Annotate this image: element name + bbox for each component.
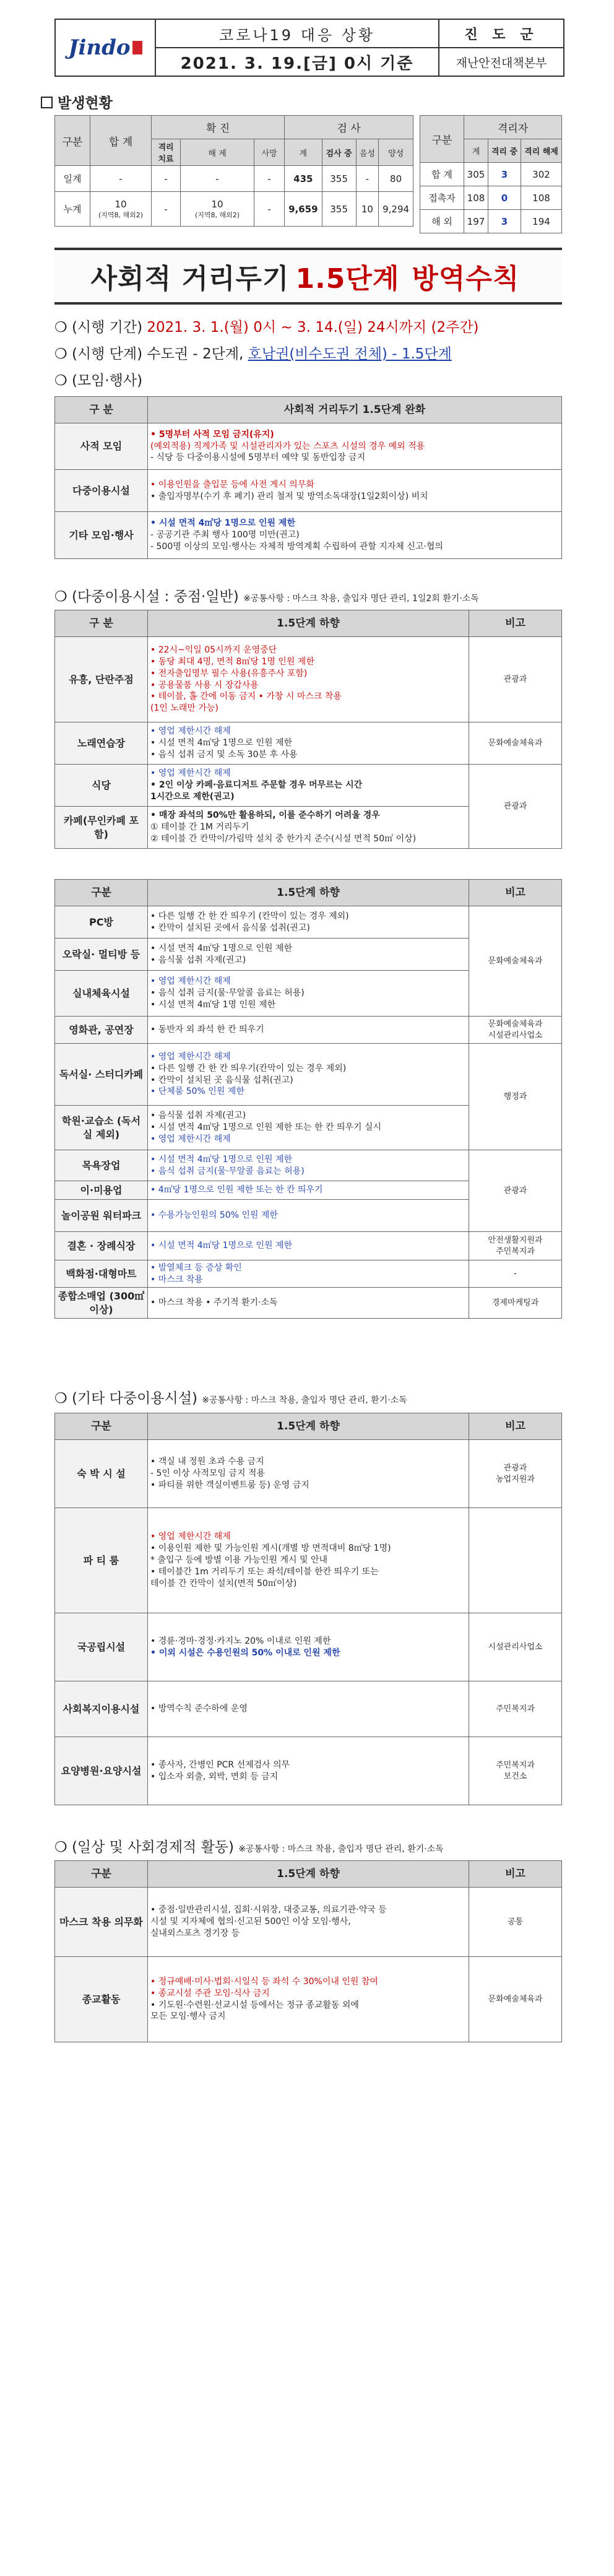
col-header: 구 분 [55,610,148,637]
stage-value-capital: 수도권 - 2단계, [147,346,244,362]
row-note: 주민복지과 [469,1681,562,1737]
row-note: 주민복지과 보건소 [469,1737,562,1805]
line: 1시간으로 제한(권고) [150,791,235,802]
cum-release-note: (지역8, 해외2) [194,210,240,219]
daily-note: ※공통사항 : 마스크 착용, 출입자 명단 관리, 환기·소독 [238,1844,444,1854]
line: • 매장 좌석의 50%만 활용하되, 이를 준수하기 어려울 경우 [150,810,380,821]
banner-suffix: 방역수칙 [412,263,520,295]
line: • 이외 시설은 수용인원의 50% 이내로 인원 제한 [150,1647,340,1658]
table-row [55,906,562,939]
col-negative: 음성 [356,139,379,166]
cell: 355 [322,166,356,192]
line: - 식당 등 다중이용시설에 5명부터 예약 및 동반입장 금지 [150,453,366,463]
row-label: 누계 [55,192,90,227]
line: • 영업 제한시간 해제 [150,1134,231,1144]
col-header: 비고 [469,880,562,906]
col-gubun: 구분 [420,116,464,163]
cell: 0 [488,186,521,210]
row-content [148,1232,469,1260]
row-note: 관광과 농업지원과 [469,1440,562,1508]
col-header: 1.5단계 하향 [148,610,469,637]
cell: - [152,166,181,192]
col-test-sum: 계 [285,139,322,166]
row-note: 문화예술체육과 [469,906,562,1017]
banner-level: 1.5단계 [295,263,400,295]
cell: 197 [464,210,488,233]
line: • 종사자, 간병인 PCR 선제검사 의무 [150,1759,290,1770]
cell [90,192,152,227]
daily-table [54,1860,562,2042]
line: • 마스크 착용 • 주기적 환기·소독 [150,1298,278,1308]
row-note: 안전생활지원과 주민복지과 [469,1232,562,1260]
row-label: 다중이용시설 [55,470,148,512]
line: * 출입구 등에 방별 이용 가능인원 게시 및 안내 [150,1555,328,1566]
row-content [148,1681,469,1737]
table-row [55,192,413,227]
line: • 테이블간 1m 거리두기 또는 좌석/테이블 한칸 띄우기 또는 [150,1566,379,1577]
gathering-table [54,396,562,559]
line: • 단체룸 50% 인원 제한 [150,1086,244,1097]
col-test: 검 사 [285,116,413,139]
col-death: 사망 [254,139,285,166]
row-content [148,765,469,807]
row-content [148,906,469,939]
row-note: - [469,1260,562,1288]
row-label: 사적 모임 [55,423,148,470]
square-bullet-icon [41,97,53,108]
row-label: 유흥, 단란주점 [55,637,148,722]
row-label: 숙 박 시 설 [55,1440,148,1508]
table-row [55,470,562,512]
table-row [55,1681,562,1737]
col-header: 1.5단계 하향 [148,880,469,906]
cell: 9,659 [285,192,322,227]
gathering-label: (모임·행사) [71,373,143,389]
row-label: 파 티 룸 [55,1508,148,1613]
col-release: 해 제 [181,139,254,166]
table-row [420,186,562,210]
line: • 시설 면적 4㎡당 1명으로 인원 제한 [150,943,293,953]
row-note [469,1508,562,1613]
period-line: ❍ (시행 기간) 2021. 3. 1.(월) 0시 ~ 3. 14.(일) 24시까지 (2주간) [54,319,479,336]
col-header: 구 분 [55,397,148,423]
line: • 시설 면적 4㎡당 1명 인원 제한 [150,999,276,1010]
col-positive: 양성 [379,139,413,166]
report-date: 2021. 3. 19.[금] 0시 기준 [180,54,414,73]
col-quarantine: 격리자 [464,116,562,139]
col-header: 1.5단계 하향 [148,1861,469,1888]
stage-label: (시행 단계) [71,346,143,362]
line: • 객실 내 정원 초과 수용 금지 [150,1457,264,1467]
line: - 500명 이상의 모임·행사는 자체적 방역계획 수립하여 관할 지자체 신고·협의 [150,541,443,552]
row-content [148,1888,469,1957]
row-label: 독서실· 스터디카페 [55,1044,148,1106]
col-header: 사회적 거리두기 1.5단계 완화 [148,397,562,423]
row-label: 종교활동 [55,1957,148,2042]
line: • 시설 면적 4㎡당 1명으로 인원 제한 [150,1154,293,1164]
line: • 방역수칙 준수하에 운영 [150,1704,248,1714]
table-row [420,163,562,186]
multi-label: (다중이용시설 : 중점·일반) [71,589,239,605]
line: • 발열체크 등 증상 확인 [150,1262,242,1273]
line: • 테이블, 홀 간에 이동 금지 • 가창 시 마스크 착용 [150,692,342,702]
col-q-current: 격리 중 [488,139,521,163]
line: • 5명부터 사적 모임 금지(유지) [150,429,274,440]
table-row [55,722,562,765]
multi-heading: ❍ (다중이용시설 : 중점·일반) ※공통사항 : 마스크 착용, 출입자 명단 관리, 1일2회 환기·소독 [54,589,479,605]
line: • 정규예배·미사·법회·시일식 등 좌석 수 30%이내 인원 참여 [150,1976,378,1987]
logo-mark-icon [132,41,142,54]
line: • 4㎡당 1명으로 인원 제한 또는 한 칸 띄우기 [150,1185,323,1195]
row-note: 관광과 [469,1150,562,1232]
row-content [148,470,562,512]
line: • 마스크 착용 [150,1274,203,1285]
col-header: 구분 [55,880,148,906]
cell: - [90,166,152,192]
col-confirmed: 확 진 [152,116,285,139]
org-name: 진 도 군 [439,20,563,48]
col-header: 비고 [469,1413,562,1440]
line: • 다른 일행 간 한 칸 띄우기 (칸막이 있는 경우 제외) [150,911,349,921]
row-label: 해 외 [420,210,464,233]
row-label: 이·미용업 [55,1181,148,1200]
line: • 파티를 위한 객실이벤트룸 등) 운영 금지 [150,1480,309,1490]
cell: 108 [521,186,561,210]
row-label: 마스크 착용 의무화 [55,1888,148,1957]
line: • 영업 제한시간 해제 [150,726,231,737]
table-row [55,1440,562,1508]
banner-text: 사회적 거리두기 [90,263,290,295]
line: • 시설 면적 4㎡당 1명으로 인원 제한 [150,518,295,529]
row-content [148,1288,469,1319]
line: • 이용인원을 출입문 등에 사전 게시 의무화 [150,479,314,490]
line: • 영업 제한시간 해제 [150,976,231,987]
cell: 108 [464,186,488,210]
row-note: 관광과 [469,637,562,722]
row-label: 카페(무인카페 포함) [55,807,148,849]
cum-total: 10 [115,198,127,210]
line: • 음식물 섭취 자제(권고) [150,955,246,965]
table-row [55,423,562,470]
stage-value-honam: 호남권(비수도권 전체) - 1.5단계 [248,346,452,362]
cell: - [254,166,285,192]
row-label: 접촉자 [420,186,464,210]
col-header: 비고 [469,1861,562,1888]
row-label: 식당 [55,765,148,807]
row-label: 결혼 · 장례식장 [55,1232,148,1260]
other-heading: ❍ (기타 다중이용시설) ※공통사항 : 마스크 착용, 출입자 명단 관리, 환기·소독 [54,1390,407,1407]
row-content [148,1181,469,1200]
line: • 영업 제한시간 해제 [150,768,231,779]
cell: 3 [488,210,521,233]
col-q-sum: 계 [464,139,488,163]
cell: - [181,166,254,192]
row-note: 문화예술체육과 시설관리사업소 [469,1017,562,1044]
table-row [55,637,562,722]
policy-banner [54,248,562,305]
report-header [54,19,564,77]
col-testing: 검사 중 [322,139,356,166]
row-label: PC방 [55,906,148,939]
cell: - [254,192,285,227]
line: • 시설 면적 4㎡당 1명으로 인원 제한 또는 한 칸 띄우기 실시 [150,1122,382,1133]
row-content [148,1044,469,1106]
cell: 355 [322,192,356,227]
row-note: 행정과 [469,1044,562,1150]
row-label: 노래연습장 [55,722,148,765]
line: • 공용물품 사용 시 장갑사용 [150,680,259,690]
row-content [148,971,469,1017]
row-content [148,423,562,470]
col-q-release: 격리 해제 [521,139,561,163]
row-label: 사회복지이용시설 [55,1681,148,1737]
table-row [55,1044,562,1106]
row-label: 기타 모임·행사 [55,512,148,559]
row-content [148,1508,469,1613]
row-label: 백화점·대형마트 [55,1260,148,1288]
col-isolation: 격리 치료 [152,139,181,166]
row-content [148,1150,469,1181]
row-label: 요양병원·요양시설 [55,1737,148,1805]
line: • 입소자 외출, 외박, 면회 등 금지 [150,1771,279,1782]
line: 실내외스포츠 경기장 등 [150,1928,240,1938]
row-content [148,1017,469,1044]
daily-label: (일상 및 사회경제적 활동) [71,1839,234,1855]
other-table [54,1413,562,1805]
line: • 음식 섭취 금지(물·무알콜 음료는 허용) [150,988,305,999]
row-content [148,1440,469,1508]
row-content [148,1260,469,1288]
row-content [148,939,469,971]
line: • 영업 제한시간 해제 [150,1532,231,1542]
line: 테이블 간 칸막이 설치(면적 50㎡이상) [150,1578,297,1589]
line: 모든 모임·행사 금지 [150,2011,226,2022]
row-content [148,722,469,765]
line: • 음식 섭취 금지 및 소독 30분 후 사용 [150,749,298,760]
cum-release: 10 [211,198,223,210]
table-row [55,1737,562,1805]
row-label: 일계 [55,166,90,192]
line: • 음식 섭취 금지(물·무알콜 음료는 허용) [150,1166,305,1176]
logo-text: Jindo [68,35,131,60]
line: • 종교시설 주관 모임·식사 금지 [150,1988,270,1998]
table-row [55,1508,562,1613]
table-row [55,1017,562,1044]
cell: 80 [379,166,413,192]
row-label: 국공립시설 [55,1613,148,1681]
table-row [55,1260,562,1288]
col-gubun: 구분 [55,116,90,166]
row-content [148,637,469,722]
line: • 기도원·수련원·선교시설 등에서는 정규 종교활동 외에 [150,2000,359,2010]
line: • 22시~익일 05시까지 운영중단 [150,644,277,655]
jindo-logo [56,20,156,76]
line: (1인 노래만 가능) [150,703,218,714]
line: • 동당 최대 4명, 면적 8㎡당 1명 인원 제한 [150,656,314,667]
row-content [148,807,469,849]
cell: 194 [521,210,561,233]
other-note: ※공통사항 : 마스크 착용, 출입자 명단 관리, 환기·소독 [202,1395,407,1405]
line: • 이용인원 제한 및 가능인원 게시(개별 방 면적대비 8㎡당 1명) [150,1543,391,1554]
line: • 칸막이 설치된 곳에서 음식물 섭취(권고) [150,922,310,933]
multi-table [54,610,562,849]
report-title: 코로나19 대응 상황 [156,20,438,48]
line: • 시설 면적 4㎡당 1명으로 인원 제한 [150,1241,293,1251]
row-content [148,1106,469,1150]
col-header: 1.5단계 하향 [148,1413,469,1440]
period-label: (시행 기간) [71,319,143,336]
table-row [55,1232,562,1260]
row-label: 실내체육시설 [55,971,148,1017]
row-note: 시설관리사업소 [469,1613,562,1681]
table-row [55,1288,562,1319]
row-label: 종합소매업 (300㎡ 이상) [55,1288,148,1319]
row-label: 영화관, 공연장 [55,1017,148,1044]
line: - 공공기관 주최 행사 100명 미만(권고) [150,530,300,540]
line: ② 테이블 간 칸막이/가림막 설치 중 한가지 준수(시설 면적 50㎡ 이상) [150,833,417,844]
row-label: 목욕장업 [55,1150,148,1181]
table-row [55,765,562,807]
line: • 영업 제한시간 해제 [150,1051,231,1062]
row-note: 문화예술체육과 [469,1957,562,2042]
cell: - [356,166,379,192]
cell: 10 [356,192,379,227]
cum-total-note: (지역8, 해외2) [98,210,144,219]
daily-heading: ❍ (일상 및 사회경제적 활동) ※공통사항 : 마스크 착용, 출입자 명단 관리, 환기·소독 [54,1839,444,1855]
row-note: 문화예술체육과 [469,722,562,765]
line: • 동반자 외 좌석 한 칸 띄우기 [150,1025,264,1035]
row-note: 공통 [469,1888,562,1957]
cell: 9,294 [379,192,413,227]
row-content [148,512,562,559]
col-header: 구분 [55,1861,148,1888]
quarantine-table [420,115,562,233]
table-row [420,210,562,233]
line: • 다른 일행 간 한 칸 띄우기(칸막이 있는 경우 제외) [150,1063,347,1073]
line: • 수용가능인원의 50% 인원 제한 [150,1210,278,1221]
col-header: 비고 [469,610,562,637]
row-label: 학원·교습소 (독서실 제외) [55,1106,148,1150]
row-content [148,1957,469,2042]
line: • 중점·일반관리시설, 집회·시위장, 대중교통, 의료기관·약국 등 [150,1905,387,1915]
row-label: 놀이공원 워터파크 [55,1200,148,1232]
gathering-heading: ❍ (모임·행사) [54,373,143,389]
dept-name: 재난안전대책본부 [456,56,547,70]
line: • 2인 이상 카페·음료디저트 주문할 경우 머무르는 시간 [150,780,363,791]
period-value: 2021. 3. 1.(월) 0시 ~ 3. 14.(일) 24시까지 (2주간) [147,319,479,336]
line: • 시설 면적 4㎡당 1명으로 인원 제한 [150,738,293,748]
cell: - [152,192,181,227]
line: • 음식물 섭취 자제(권고) [150,1111,246,1121]
col-total: 합 계 [90,116,152,166]
line: • 칸막이 설치된 곳 음식물 섭취(권고) [150,1075,293,1085]
cell: 305 [464,163,488,186]
status-section-title: 발생현황 [41,92,113,112]
row-note: 경제마케팅과 [469,1288,562,1319]
row-content [148,1200,469,1232]
col-header: 구분 [55,1413,148,1440]
line: - 5인 이상 사적모임 금지 적용 [150,1468,265,1479]
line: • 경륜·경마·경정·카지노 20% 이내로 인원 제한 [150,1636,331,1646]
row-note: 관광과 [469,765,562,849]
stage-line: ❍ (시행 단계) 수도권 - 2단계, 호남권(비수도권 전체) - 1.5단계 [54,346,452,362]
row-content [148,1737,469,1805]
other-label: (기타 다중이용시설) [71,1390,197,1407]
cell: 3 [488,163,521,186]
cell: 302 [521,163,561,186]
line: • 출입자명부(수기 후 폐기) 관리 철저 및 방역소독대장(1일2회이상) 비치 [150,491,428,501]
line: ① 테이블 간 1M 거리두기 [150,822,249,833]
table-row [55,1888,562,1957]
cell [181,192,254,227]
line: • 전자출입명부 필수 사용(유흥주사 포함) [150,668,308,679]
table-row [55,1957,562,2042]
row-label: 합 계 [420,163,464,186]
multi-note: ※공통사항 : 마스크 착용, 출입자 명단 관리, 1일2회 환기·소독 [243,594,479,604]
table-row [55,1613,562,1681]
table-row [55,512,562,559]
facility-table [54,879,562,1319]
line: 시설 및 지자체에 협의·신고된 500인 이상 모임·행사, [150,1917,351,1927]
line: (예외적용) 직계가족 및 시설관리자가 있는 스포츠 시설의 경우 예외 적용 [150,441,425,451]
table-row [55,1150,562,1181]
row-label: 오락실· 멀티방 등 [55,939,148,971]
cell: 435 [285,166,322,192]
table-row [55,166,413,192]
status-table [54,115,413,227]
row-content [148,1613,469,1681]
